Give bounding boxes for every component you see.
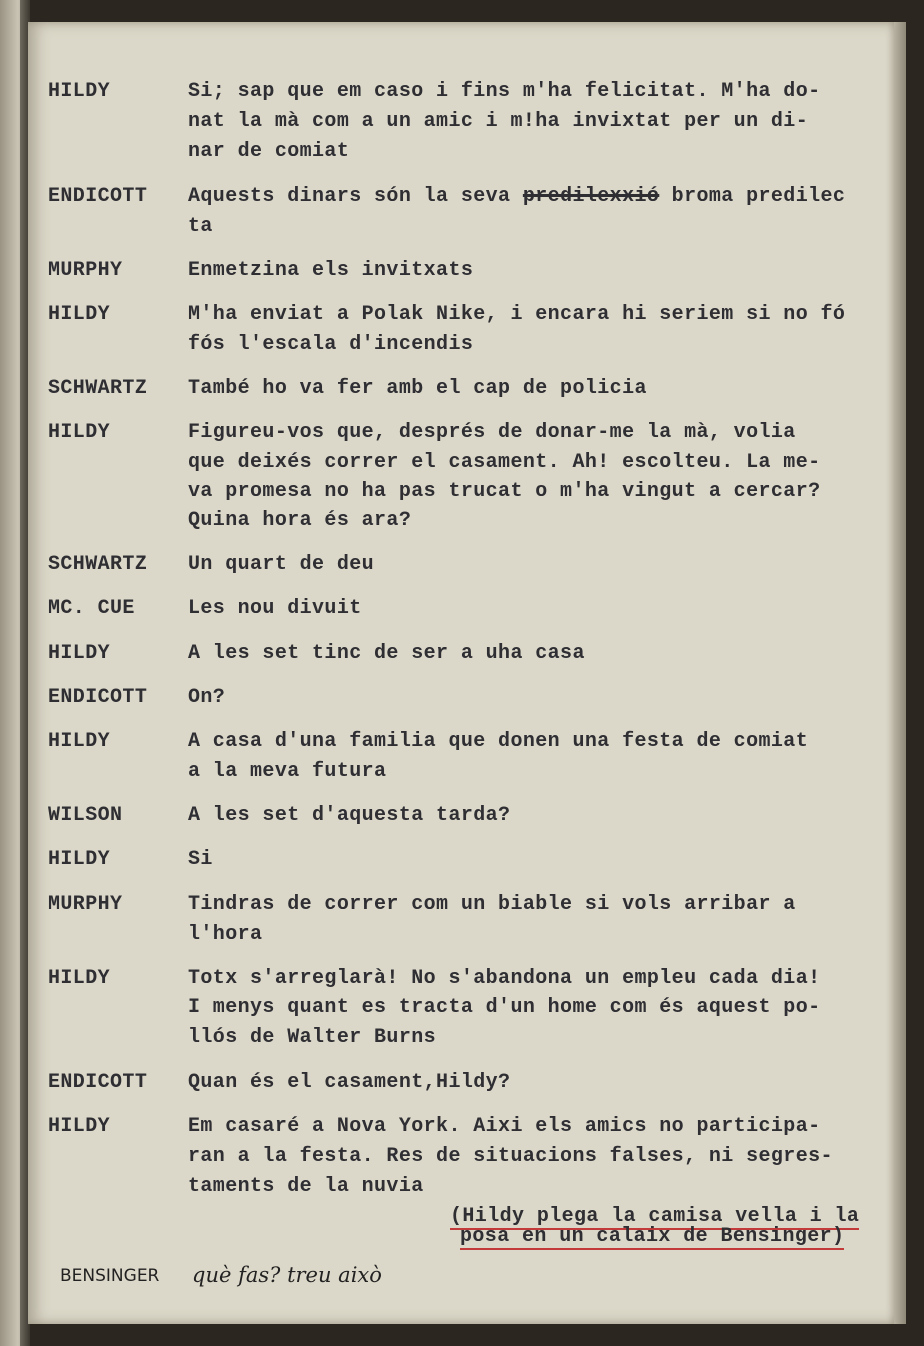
dialogue-line: On?	[188, 686, 226, 709]
dialogue-line: ran a la festa. Res de situacions falses, ni segres-	[188, 1145, 833, 1168]
speaker-name: SCHWARTZ	[48, 553, 148, 576]
dialogue-line: l'hora	[188, 923, 263, 946]
dialogue-line: va promesa no ha pas trucat o m'ha vingut a cercar?	[188, 480, 821, 503]
dialogue-line: fós l'escala d'incendis	[188, 333, 474, 356]
speaker-name: MC. CUE	[48, 597, 135, 620]
speaker-name: HILDY	[48, 303, 111, 326]
dialogue-line: nar de comiat	[188, 140, 350, 163]
dialogue-line: Totx s'arreglarà! No s'abandona un empleu cada dia!	[188, 967, 821, 990]
dialogue-line: Figureu-vos que, després de donar-me la mà, volia	[188, 421, 796, 444]
speaker-name: ENDICOTT	[48, 185, 148, 208]
dialogue-line: nat la mà com a un amic i m!ha invixtat per un di-	[188, 110, 809, 133]
dialogue-line: Les nou divuit	[188, 597, 362, 620]
dialogue-line: Em casaré a Nova York. Aixi els amics no participa-	[188, 1115, 821, 1138]
speaker-name: ENDICOTT	[48, 1071, 148, 1094]
dialogue-line: Tindras de correr com un biable si vols arribar a	[188, 893, 796, 916]
dialogue-line: I menys quant es tracta d'un home com és aquest po-	[188, 996, 821, 1019]
speaker-name: MURPHY	[48, 259, 123, 282]
speaker-name: MURPHY	[48, 893, 123, 916]
dialogue-line: que deixés correr el casament. Ah! escolteu. La me-	[188, 451, 821, 474]
dialogue-line: A casa d'una familia que donen una festa de comiat	[188, 730, 809, 753]
dialogue-line: Aquests dinars són la seva predilexxió broma predilec	[188, 185, 846, 208]
dialogue-line: taments de la nuvia	[188, 1175, 424, 1198]
speaker-name: HILDY	[48, 848, 111, 871]
dialogue-line: Quina hora és ara?	[188, 509, 412, 532]
dialogue-line: Si; sap que em caso i fins m'ha felicitat. M'ha do-	[188, 80, 821, 103]
handwritten-line: què fas? treu això	[192, 1263, 382, 1287]
speaker-name: ENDICOTT	[48, 686, 148, 709]
speaker-name: HILDY	[48, 421, 111, 444]
dialogue-line: llós de Walter Burns	[188, 1026, 437, 1049]
page-stack-edge	[894, 22, 906, 1324]
speaker-name: SCHWARTZ	[48, 377, 148, 400]
speaker-name: HILDY	[48, 967, 111, 990]
stage-direction-line: (Hildy plega la camisa vella i la	[450, 1205, 860, 1228]
speaker-name: HILDY	[48, 642, 111, 665]
speaker-name: HILDY	[48, 730, 111, 753]
speaker-name: HILDY	[48, 80, 111, 103]
dialogue-line: M'ha enviat a Polak Nike, i encara hi seriem si no fó	[188, 303, 846, 326]
speaker-name: HILDY	[48, 1115, 111, 1138]
handwritten-speaker: BENSINGER	[60, 1266, 160, 1286]
speaker-name: WILSON	[48, 804, 123, 827]
dialogue-line: Un quart de deu	[188, 553, 375, 576]
dialogue-line: A les set d'aquesta tarda?	[188, 804, 511, 827]
dialogue-line: Si	[188, 848, 213, 871]
dialogue-line: Quan és el casament,Hildy?	[188, 1071, 511, 1094]
dialogue-line: ta	[188, 215, 213, 238]
dialogue-line: a la meva futura	[188, 760, 387, 783]
dialogue-line: Enmetzina els invitxats	[188, 259, 474, 282]
dialogue-line: A les set tinc de ser a uha casa	[188, 642, 585, 665]
struck-out-word: predilexxió	[522, 185, 660, 208]
dialogue-line: També ho va fer amb el cap de policia	[188, 377, 647, 400]
stage-direction-line: posa en un calaix de Bensinger)	[460, 1225, 845, 1248]
